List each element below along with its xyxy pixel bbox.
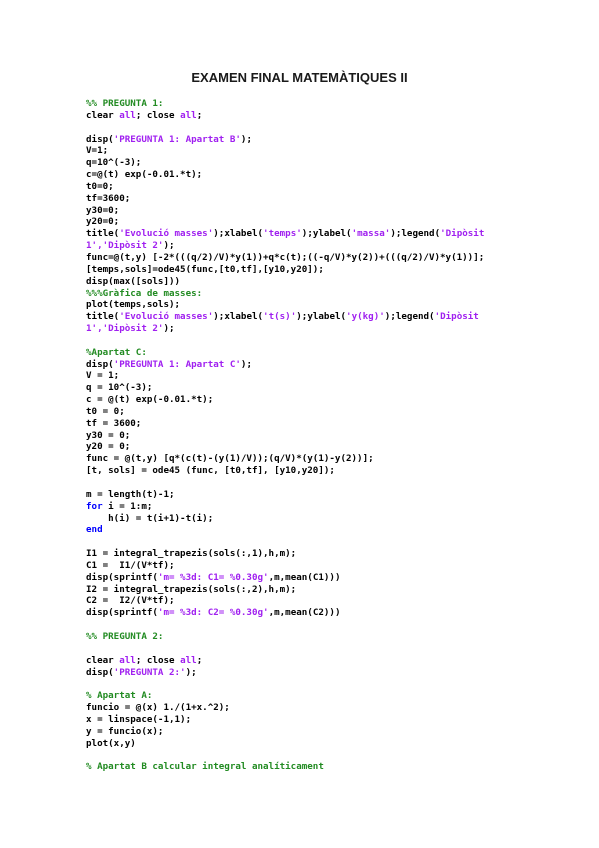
string-literal: 1','Dipòsit 2' <box>86 323 164 335</box>
code-line <box>86 264 546 276</box>
code-line <box>86 655 546 667</box>
code-text: disp( <box>86 133 114 145</box>
code-text: disp(sprintf( <box>86 571 158 583</box>
code-line <box>86 738 546 750</box>
code-text: y30=0; <box>86 204 120 216</box>
code-text: [t, sols] = ode45 (func, [t0,tf], [y10,y20]); <box>86 465 335 477</box>
code-line <box>86 276 546 288</box>
blank-line <box>86 122 546 134</box>
blank-line <box>86 643 546 655</box>
code-text: disp( <box>86 666 114 678</box>
code-text: x = linspace(-1,1); <box>86 713 192 725</box>
code-text: title( <box>86 228 120 240</box>
code-line <box>86 382 546 394</box>
blank-line <box>86 619 546 631</box>
code-line <box>86 347 546 359</box>
string-literal: all <box>180 654 197 666</box>
code-line <box>86 667 546 679</box>
string-literal: 'PREGUNTA 1: Apartat C' <box>113 358 241 370</box>
code-line <box>86 228 546 240</box>
code-text: h(i) = t(i+1)-t(i); <box>86 512 214 524</box>
keyword: for <box>86 500 103 512</box>
code-line <box>86 702 546 714</box>
code-text: disp( <box>86 358 114 370</box>
comment-text: % Apartat B calcular integral analíticament <box>86 761 324 773</box>
code-line <box>86 134 546 146</box>
code-text: [temps,sols]=ode45(func,[t0,tf],[y10,y20]); <box>86 263 324 275</box>
code-line <box>86 205 546 217</box>
code-text: plot(temps,sols); <box>86 299 181 311</box>
code-text: );xlabel( <box>213 228 264 240</box>
code-line <box>86 406 546 418</box>
code-text: V=1; <box>86 145 109 157</box>
code-line <box>86 288 546 300</box>
code-line <box>86 311 546 323</box>
code-text: y30 = 0; <box>86 429 131 441</box>
code-line <box>86 595 546 607</box>
string-literal: 'y(kg)' <box>346 311 385 323</box>
string-literal: 'massa' <box>351 228 391 240</box>
code-text: t0=0; <box>86 180 114 192</box>
code-line <box>86 560 546 572</box>
code-text: ); <box>185 666 197 678</box>
code-text: clear <box>86 109 120 121</box>
code-text: c = @(t) exp(-0.01.*t); <box>86 394 214 406</box>
string-literal: all <box>180 109 197 121</box>
code-line <box>86 299 546 311</box>
code-text: q = 10^(-3); <box>86 382 153 394</box>
string-literal: 'Evolució masses' <box>119 228 214 240</box>
code-text: plot(x,y) <box>86 737 136 749</box>
keyword: end <box>86 524 103 536</box>
document-title: EXAMEN FINAL MATEMÀTIQUES II <box>191 70 408 85</box>
code-line <box>86 323 546 335</box>
string-literal: 1','Dipòsit 2' <box>86 240 164 252</box>
string-literal: 'm= %3d: C1= %0.30g' <box>157 571 269 583</box>
blank-line <box>86 678 546 690</box>
code-line <box>86 548 546 560</box>
code-line <box>86 584 546 596</box>
code-text: y20 = 0; <box>86 441 131 453</box>
code-line <box>86 370 546 382</box>
code-text: ,m,mean(C1))) <box>268 571 341 583</box>
code-line <box>86 607 546 619</box>
code-text: );ylabel( <box>296 311 347 323</box>
blank-line <box>86 335 546 347</box>
code-line <box>86 216 546 228</box>
code-text: tf=3600; <box>86 192 131 204</box>
code-text: q=10^(-3); <box>86 157 142 169</box>
code-text: ; <box>196 654 203 666</box>
string-literal: 'temps' <box>263 228 302 240</box>
code-text: V = 1; <box>86 370 120 382</box>
code-text: ; close <box>135 109 181 121</box>
code-text: t0 = 0; <box>86 405 125 417</box>
code-text: );ylabel( <box>301 228 352 240</box>
comment-text: %% PREGUNTA 1: <box>86 98 164 109</box>
comment-text: % Apartat A: <box>86 690 153 702</box>
code-text: clear <box>86 654 120 666</box>
code-line <box>86 145 546 157</box>
string-literal: all <box>119 109 136 121</box>
code-line <box>86 193 546 205</box>
code-line <box>86 761 546 773</box>
comment-text: %% PREGUNTA 2: <box>86 630 164 642</box>
code-line <box>86 714 546 726</box>
code-text: ); <box>240 133 252 145</box>
string-literal: 'Evolució masses' <box>119 311 214 323</box>
code-line <box>86 98 546 110</box>
code-line <box>86 394 546 406</box>
blank-line <box>86 536 546 548</box>
code-line <box>86 169 546 181</box>
code-text: func = @(t,y) [q*(c(t)-(y(1)/V));(q/V)*(y(1)-y(2))]; <box>86 453 374 465</box>
code-text: I1 = integral_trapezis(sols(:,1),h,m); <box>86 548 297 560</box>
code-line <box>86 690 546 702</box>
code-text: y = funcio(x); <box>86 725 164 737</box>
code-line <box>86 441 546 453</box>
code-text: ); <box>163 240 175 252</box>
code-text: C2 = I2/(V*tf); <box>86 595 175 607</box>
code-line <box>86 501 546 513</box>
code-line <box>86 252 546 264</box>
code-text: title( <box>86 311 120 323</box>
string-literal: 't(s)' <box>263 311 297 323</box>
code-text: I2 = integral_trapezis(sols(:,2),h,m); <box>86 583 297 595</box>
code-line <box>86 513 546 525</box>
code-text: );legend( <box>384 311 435 323</box>
code-text: C1 = I1/(V*tf); <box>86 559 175 571</box>
code-text: );xlabel( <box>213 311 264 323</box>
code-line <box>86 524 546 536</box>
code-text: ,m,mean(C2))) <box>268 607 341 619</box>
code-line <box>86 181 546 193</box>
code-text: ; close <box>135 654 181 666</box>
blank-line <box>86 749 546 761</box>
code-text: disp(sprintf( <box>86 607 158 619</box>
string-literal: 'm= %3d: C2= %0.30g' <box>157 607 269 619</box>
code-text: c=@(t) exp(-0.01.*t); <box>86 169 203 181</box>
string-literal: 'Dipòsit <box>440 228 485 240</box>
code-text: i = 1:m; <box>102 500 153 512</box>
code-line <box>86 465 546 477</box>
code-text: disp(max([sols])) <box>86 275 181 287</box>
string-literal: 'PREGUNTA 2:' <box>113 666 186 678</box>
code-line <box>86 418 546 430</box>
comment-text: %Apartat C: <box>86 346 147 358</box>
code-text: m = length(t)-1; <box>86 488 175 500</box>
code-line <box>86 430 546 442</box>
string-literal: 'PREGUNTA 1: Apartat B' <box>113 133 241 145</box>
code-line <box>86 489 546 501</box>
code-line <box>86 726 546 738</box>
code-text: ); <box>240 358 252 370</box>
code-line <box>86 453 546 465</box>
code-text: );legend( <box>390 228 441 240</box>
code-text: y20=0; <box>86 216 120 228</box>
blank-line <box>86 477 546 489</box>
code-text: func=@(t,y) [-2*(((q/2)/V)*y(1))+q*c(t);((-q/V)*y(2))+(((q/2)/V)*y(1))]; <box>86 251 485 263</box>
code-listing <box>86 98 546 773</box>
string-literal: all <box>119 654 136 666</box>
code-line <box>86 359 546 371</box>
code-line <box>86 110 546 122</box>
string-literal: 'Dipòsit <box>434 311 479 323</box>
code-text: ; <box>196 109 203 121</box>
code-text: ); <box>163 323 175 335</box>
code-line <box>86 572 546 584</box>
code-text: funcio = @(x) 1./(1+x.^2); <box>86 702 230 714</box>
code-line <box>86 631 546 643</box>
code-line <box>86 240 546 252</box>
code-text: tf = 3600; <box>86 417 142 429</box>
code-line <box>86 157 546 169</box>
comment-text: %%%Gràfica de masses: <box>86 287 203 299</box>
